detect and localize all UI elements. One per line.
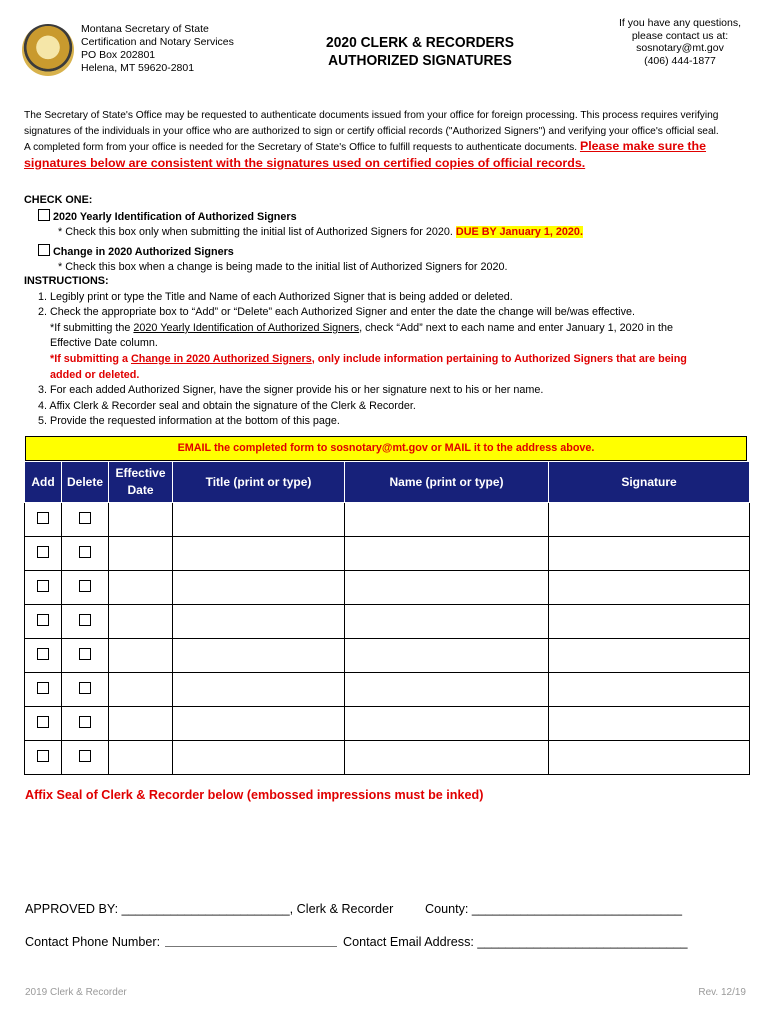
signature-cell[interactable] [549,673,750,707]
delete-checkbox[interactable] [79,512,91,524]
check-one-section [24,193,754,276]
note-text: , only include information pertaining to Authorized Signers that are being [311,352,687,365]
intro-warning-cont: signatures below are consistent with the signatures used on certified copies of official records. [24,155,586,170]
effective-date-cell[interactable] [109,639,173,673]
submission-banner: EMAIL the completed form to sosnotary@mt.gov or MAIL it to the address above. [25,436,747,461]
delete-checkbox[interactable] [79,546,91,558]
add-cell[interactable] [25,537,62,571]
name-cell[interactable] [345,503,549,537]
add-cell[interactable] [25,639,62,673]
delete-checkbox[interactable] [79,750,91,762]
effective-date-cell[interactable] [109,503,173,537]
title-cell[interactable] [173,741,345,775]
add-checkbox[interactable] [37,580,49,592]
table-row [25,571,750,605]
check-one-heading: CHECK ONE: [24,194,93,206]
table-row [25,537,750,571]
col-header-effective-date [109,462,173,503]
note-text: *If submitting a [50,352,131,365]
add-checkbox[interactable] [37,512,49,524]
intro-line-text: A completed form from your office is needed for the Secretary of State's Office to fulfill requests to authenticate documents. [24,142,578,153]
name-cell[interactable] [345,537,549,571]
title-cell[interactable] [173,571,345,605]
intro-paragraph [24,108,754,171]
add-cell[interactable] [25,571,62,605]
table-row [25,707,750,741]
effective-date-cell[interactable] [109,707,173,741]
delete-checkbox[interactable] [79,614,91,626]
add-checkbox[interactable] [37,682,49,694]
table-row [25,741,750,775]
contact-line: If you have any questions, [619,17,741,29]
signature-cell[interactable] [549,639,750,673]
add-checkbox[interactable] [37,546,49,558]
yearly-note: * Check this box only when submitting the initial list of Authorized Signers for 2020. [58,226,453,239]
instruction-step: 4. Affix Clerk & Recorder seal and obtain the signature of the Clerk & Recorder. [38,399,416,412]
name-cell[interactable] [345,571,549,605]
instruction-note [24,321,754,337]
montana-state-seal [22,24,74,76]
contact-info [600,17,760,67]
effective-date-cell[interactable] [109,537,173,571]
address-line: Certification and Notary Services [81,36,234,48]
effective-date-cell[interactable] [109,605,173,639]
table-body [25,503,750,775]
name-cell[interactable] [345,639,549,673]
effective-date-cell[interactable] [109,741,173,775]
instruction-note-red [24,352,754,368]
col-header-signature: Signature [549,462,750,503]
title-cell[interactable] [173,707,345,741]
contact-phone: (406) 444-1877 [644,54,716,67]
note-text: , check “Add” next to each name and enter January 1, 2020 in the [359,321,674,334]
address-line: PO Box 202801 [81,49,156,61]
yearly-label: 2020 Yearly Identification of Authorized Signers [53,210,297,223]
page-title [310,34,531,70]
note-text: *If submitting the [50,321,134,334]
delete-cell[interactable] [62,537,109,571]
col-header-add: Add [25,462,62,503]
add-checkbox[interactable] [37,750,49,762]
table-row [25,673,750,707]
phone-label: Contact Phone Number: [25,935,161,949]
intro-line: The Secretary of State's Office may be requested to authenticate documents issued from your office for foreign processing. This process requires verifying [24,110,719,121]
change-label: Change in 2020 Authorized Signers [53,245,234,258]
footer-right: Rev. 12/19 [698,987,746,998]
table-header-row [25,462,750,503]
add-checkbox[interactable] [37,614,49,626]
add-cell[interactable] [25,741,62,775]
option-yearly [24,209,754,226]
name-cell[interactable] [345,605,549,639]
address-line: Helena, MT 59620-2801 [81,62,195,74]
title-cell[interactable] [173,639,345,673]
delete-checkbox[interactable] [79,580,91,592]
email-field[interactable]: Contact Email Address: ______________________________ [343,935,688,949]
address-line: Montana Secretary of State [81,23,209,35]
footer-left: 2019 Clerk & Recorder [25,987,127,998]
col-header-name: Name (print or type) [345,462,549,503]
signature-cell[interactable] [549,503,750,537]
due-date-highlight: DUE BY January 1, 2020. [455,226,583,239]
yearly-checkbox[interactable] [38,209,50,221]
signature-cell[interactable] [549,537,750,571]
contact-line: please contact us at: [631,29,729,42]
instructions-heading: INSTRUCTIONS: [24,275,109,287]
county-field[interactable]: County: ______________________________ [425,902,683,916]
option-change [24,244,754,261]
change-checkbox[interactable] [38,244,50,256]
instructions-section [24,274,754,430]
title-cell[interactable] [173,605,345,639]
table-row [25,605,750,639]
add-checkbox[interactable] [37,648,49,660]
title-cell[interactable] [173,503,345,537]
name-cell[interactable] [345,741,549,775]
delete-cell[interactable] [62,571,109,605]
instruction-note-cont: Effective Date column. [50,337,158,350]
effective-date-cell[interactable] [109,673,173,707]
name-cell[interactable] [345,707,549,741]
col-header-delete: Delete [62,462,109,503]
instruction-note-red-cont: added or deleted. [50,368,140,381]
title-cell[interactable] [173,673,345,707]
intro-warning: Please make sure the [579,139,707,153]
intro-line [24,139,754,156]
instruction-step: 3. For each added Authorized Signer, have the signer provide his or her signature next to his or her name. [38,384,544,397]
add-checkbox[interactable] [37,716,49,728]
intro-line: signatures of the individuals in your office who are authorized to sign or certify official records ("Authorized Signers") and verifying your office's official seal. [24,125,719,137]
signature-cell[interactable] [549,707,750,741]
name-cell[interactable] [345,673,549,707]
table-row [25,503,750,537]
note-emphasis: Change in 2020 Authorized Signers [130,352,312,365]
add-cell[interactable] [25,707,62,741]
delete-cell[interactable] [62,707,109,741]
col-header-date: Date [127,483,154,497]
signature-cell[interactable] [549,571,750,605]
signature-cell[interactable] [549,741,750,775]
phone-input-line[interactable] [165,946,337,947]
note-emphasis: 2020 Yearly Identification of Authorized Signers [133,321,360,334]
yearly-note-row [24,225,754,241]
delete-cell[interactable] [62,605,109,639]
title-line-2: AUTHORIZED SIGNATURES [328,52,512,69]
instruction-step: 2. Check the appropriate box to “Add” or “Delete” each Authorized Signer and enter the date the change will be/was effective. [38,306,635,319]
title-cell[interactable] [173,537,345,571]
sos-address [81,23,234,75]
contact-email: sosnotary@mt.gov [636,42,724,54]
add-cell[interactable] [25,605,62,639]
title-line-1: 2020 CLERK & RECORDERS [326,34,514,51]
delete-cell[interactable] [62,673,109,707]
seal-instruction: Affix Seal of Clerk & Recorder below (embossed impressions must be inked) [25,788,484,802]
add-cell[interactable] [25,673,62,707]
delete-cell[interactable] [62,503,109,537]
instruction-step: 1. Legibly print or type the Title and Name of each Authorized Signer that is being added or deleted. [38,290,513,303]
delete-checkbox[interactable] [79,716,91,728]
add-cell[interactable] [25,503,62,537]
table-row [25,639,750,673]
signature-cell[interactable] [549,605,750,639]
col-header-effective: Effective [115,466,166,480]
delete-cell[interactable] [62,639,109,673]
approved-by-field[interactable]: APPROVED BY: ________________________, Clerk & Recorder [25,902,394,916]
change-note: * Check this box when a change is being made to the initial list of Authorized Signers for 2020. [58,261,508,274]
effective-date-cell[interactable] [109,571,173,605]
signers-table [24,461,750,775]
delete-cell[interactable] [62,741,109,775]
delete-checkbox[interactable] [79,648,91,660]
instruction-step: 5. Provide the requested information at the bottom of this page. [38,415,340,428]
col-header-title: Title (print or type) [173,462,345,503]
delete-checkbox[interactable] [79,682,91,694]
